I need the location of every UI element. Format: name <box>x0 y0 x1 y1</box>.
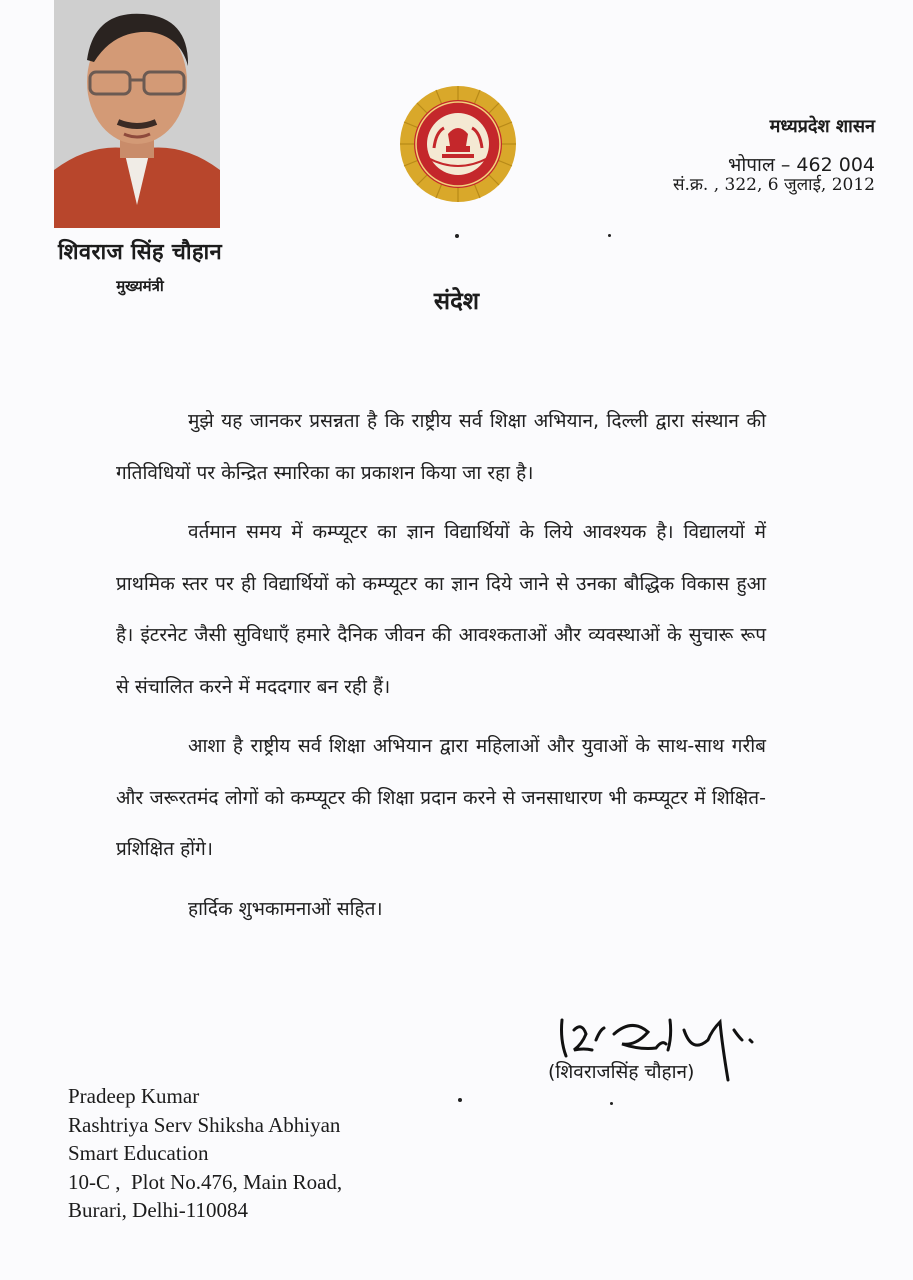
address-line: Pradeep Kumar <box>68 1084 200 1108</box>
address-line: Burari, Delhi-110084 <box>68 1198 249 1222</box>
government-name: मध्यप्रदेश शासन <box>769 116 875 137</box>
stray-dot <box>458 1098 462 1102</box>
stray-dot <box>610 1102 613 1105</box>
chief-minister-photo <box>54 0 220 228</box>
stray-dot <box>455 234 459 238</box>
government-header <box>728 114 875 177</box>
madhya-pradesh-emblem <box>398 84 518 204</box>
address-line: 10-C , Plot No.476, Main Road, <box>68 1169 343 1194</box>
recipient-address <box>68 1082 342 1225</box>
body-paragraph: आशा है राष्ट्रीय सर्व शिक्षा अभियान द्वारा महिलाओं और युवाओं के साथ-साथ गरीब और जरूरतमंद लोगों को कम्प्यूटर की शिक्षा प्रदान करने से जनसाधारण भी कम्प्यूटर में शिक्षित-प्रशिक्षित होंगे। <box>116 735 766 860</box>
body-paragraph: मुझे यह जानकर प्रसन्नता है कि राष्ट्रीय सर्व शिक्षा अभियान, दिल्ली द्वारा संस्थान की गतिविधियों पर केन्द्रित स्मारिका का प्रकाशन किया जा रहा है। <box>116 410 766 484</box>
reference-number: सं.क्र. , 322, 6 जुलाई, 2012 <box>672 175 875 195</box>
address-line: Rashtriya Serv Shiksha Abhiyan <box>68 1112 341 1137</box>
address-line: Smart Education <box>68 1141 209 1165</box>
stray-dot <box>608 234 611 237</box>
body-paragraph: वर्तमान समय में कम्प्यूटर का ज्ञान विद्यार्थियों के लिये आवश्यक है। विद्यालयों में प्राथमिक स्तर पर ही विद्यार्थियों को कम्प्यूटर का ज्ञान दिये जाने से उनका बौद्धिक विकास हुआ है। इंटरनेट जैसी सुविधाएँ हमारे दैनिक जीवन की आवश्कताओं और व्यवस्थाओं के सुचारू रूप से संचालित करने में मददगार बन रही हैं। <box>116 521 766 698</box>
signatory-name: (शिवराजसिंह चौहान) <box>548 1061 695 1083</box>
government-city: भोपाल – 462 004 <box>727 154 875 176</box>
letter-heading: संदेश <box>433 287 480 315</box>
sender-name: शिवराज सिंह चौहान <box>57 240 223 265</box>
letter-body <box>116 396 766 935</box>
sender-designation: मुख्यमंत्री <box>116 277 164 295</box>
body-paragraph: हार्दिक शुभकामनाओं सहित। <box>188 897 383 920</box>
